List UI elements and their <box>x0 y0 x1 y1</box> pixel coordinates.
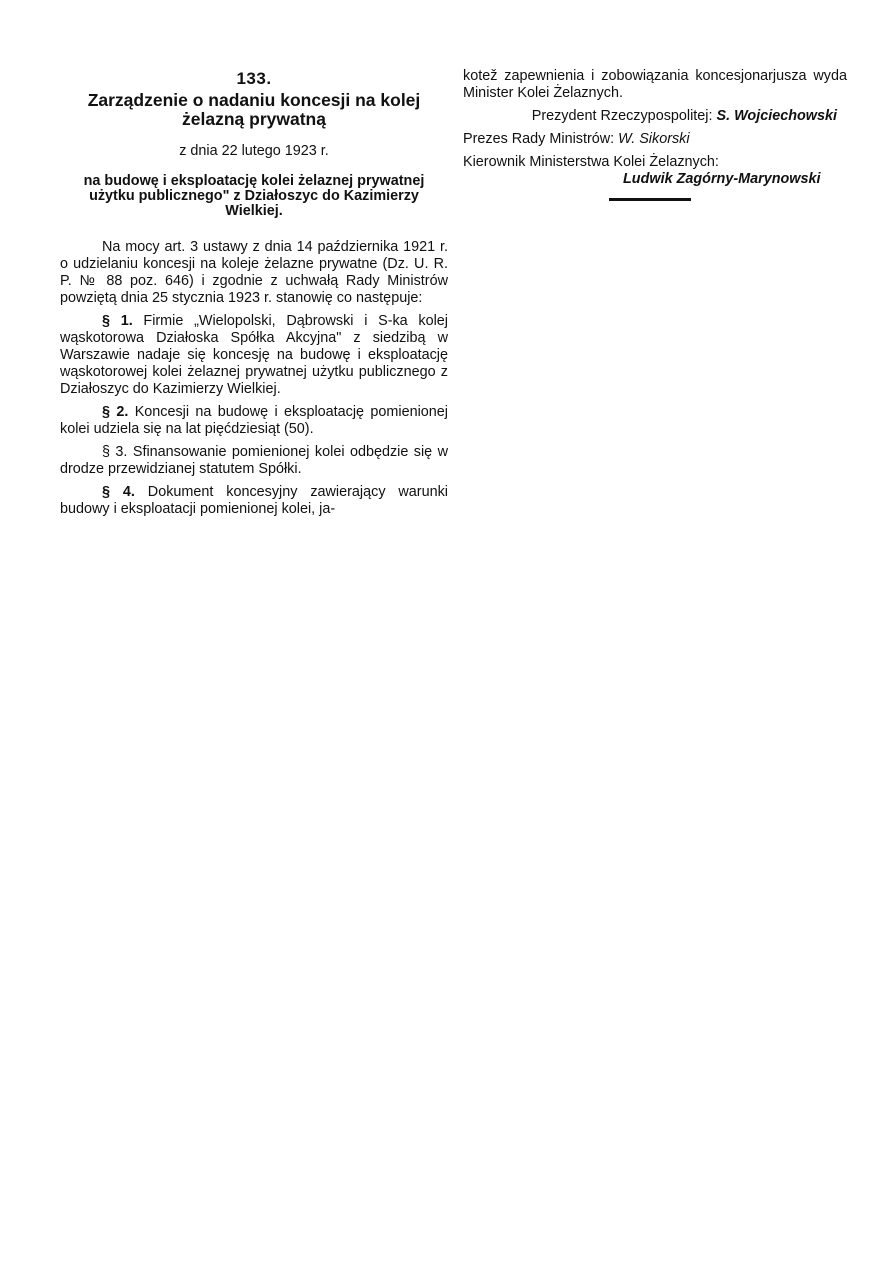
act-number: 133. <box>236 69 272 88</box>
section-2-mark: § 2. <box>102 404 129 420</box>
section-1 <box>60 313 448 398</box>
section-4-text: Dokument koncesyjny zawierający warunki budowy i eksploatacji pomienionej kolei, ja- <box>60 484 448 517</box>
signature-president-role: Prezydent Rzeczypospolitej: <box>531 108 713 124</box>
section-2-text: Koncesji na budowę i eksploatację pomienionej kolei udziela się na lat pięćdziesiąt (50). <box>60 404 448 437</box>
section-1-text: Firmie „Wielopolski, Dąbrowski i S-ka kolej wąskotorowa Działoska Spółka Akcyjna" z siedzibą w Warszawie nadaje się koncesję na budowę i eksploatację wąskotorowej kolei żelaznej prywatnej użytku publicznego z Działoszyc do Kazimierzy Wielkiej. <box>60 313 448 397</box>
signature-rail-minister-name: Ludwik Zagórny-Marynowski <box>623 171 821 187</box>
signature-rail-minister <box>463 154 847 188</box>
section-1-mark: § 1. <box>102 313 133 329</box>
signature-prime-minister <box>463 131 847 148</box>
section-4-mark: § 4. <box>102 484 135 500</box>
right-column <box>463 68 847 201</box>
signature-rail-minister-role: Kierownik Ministerstwa Kolei Żelaznych: <box>463 154 719 170</box>
section-4-continuation: kotež zapewnienia i zobowiązania koncesjonarjusza wyda Minister Kolei Żelaznych. <box>463 68 847 101</box>
signature-prime-minister-name: W. Sikorski <box>618 131 690 147</box>
end-rule <box>609 198 691 201</box>
section-2 <box>60 404 448 438</box>
signature-president <box>463 108 847 125</box>
signature-prime-minister-role: Prezes Rady Ministrów: <box>463 131 615 147</box>
section-4 <box>60 484 448 518</box>
left-column <box>60 70 448 524</box>
act-subtitle: na budowę i eksploatację kolei żelaznej prywatnej użytku publicznego" z Działoszyc do Kazimierzy Wielkiej. <box>83 173 425 219</box>
act-title: Zarządzenie o nadaniu koncesji na kolej żelazną prywatną <box>87 90 421 129</box>
section-3-text: Sfinansowanie pomienionej kolei odbędzie się w drodze przewidzianej statutem Spółki. <box>60 444 449 477</box>
section-3 <box>60 444 448 478</box>
act-date: z dnia 22 lutego 1923 r. <box>179 143 329 159</box>
intro-paragraph: Na mocy art. 3 ustawy z dnia 14 października 1921 r. o udzielaniu koncesji na koleje żelazne prywatne (Dz. U. R. P. № 88 poz. 646) i zgodnie z uchwałą Rady Ministrów powziętą dnia 25 stycznia 1923 r. stanowię co następuje: <box>60 239 448 306</box>
section-3-mark: § 3. <box>102 444 128 460</box>
signature-president-name: S. Wojciechowski <box>716 108 837 124</box>
